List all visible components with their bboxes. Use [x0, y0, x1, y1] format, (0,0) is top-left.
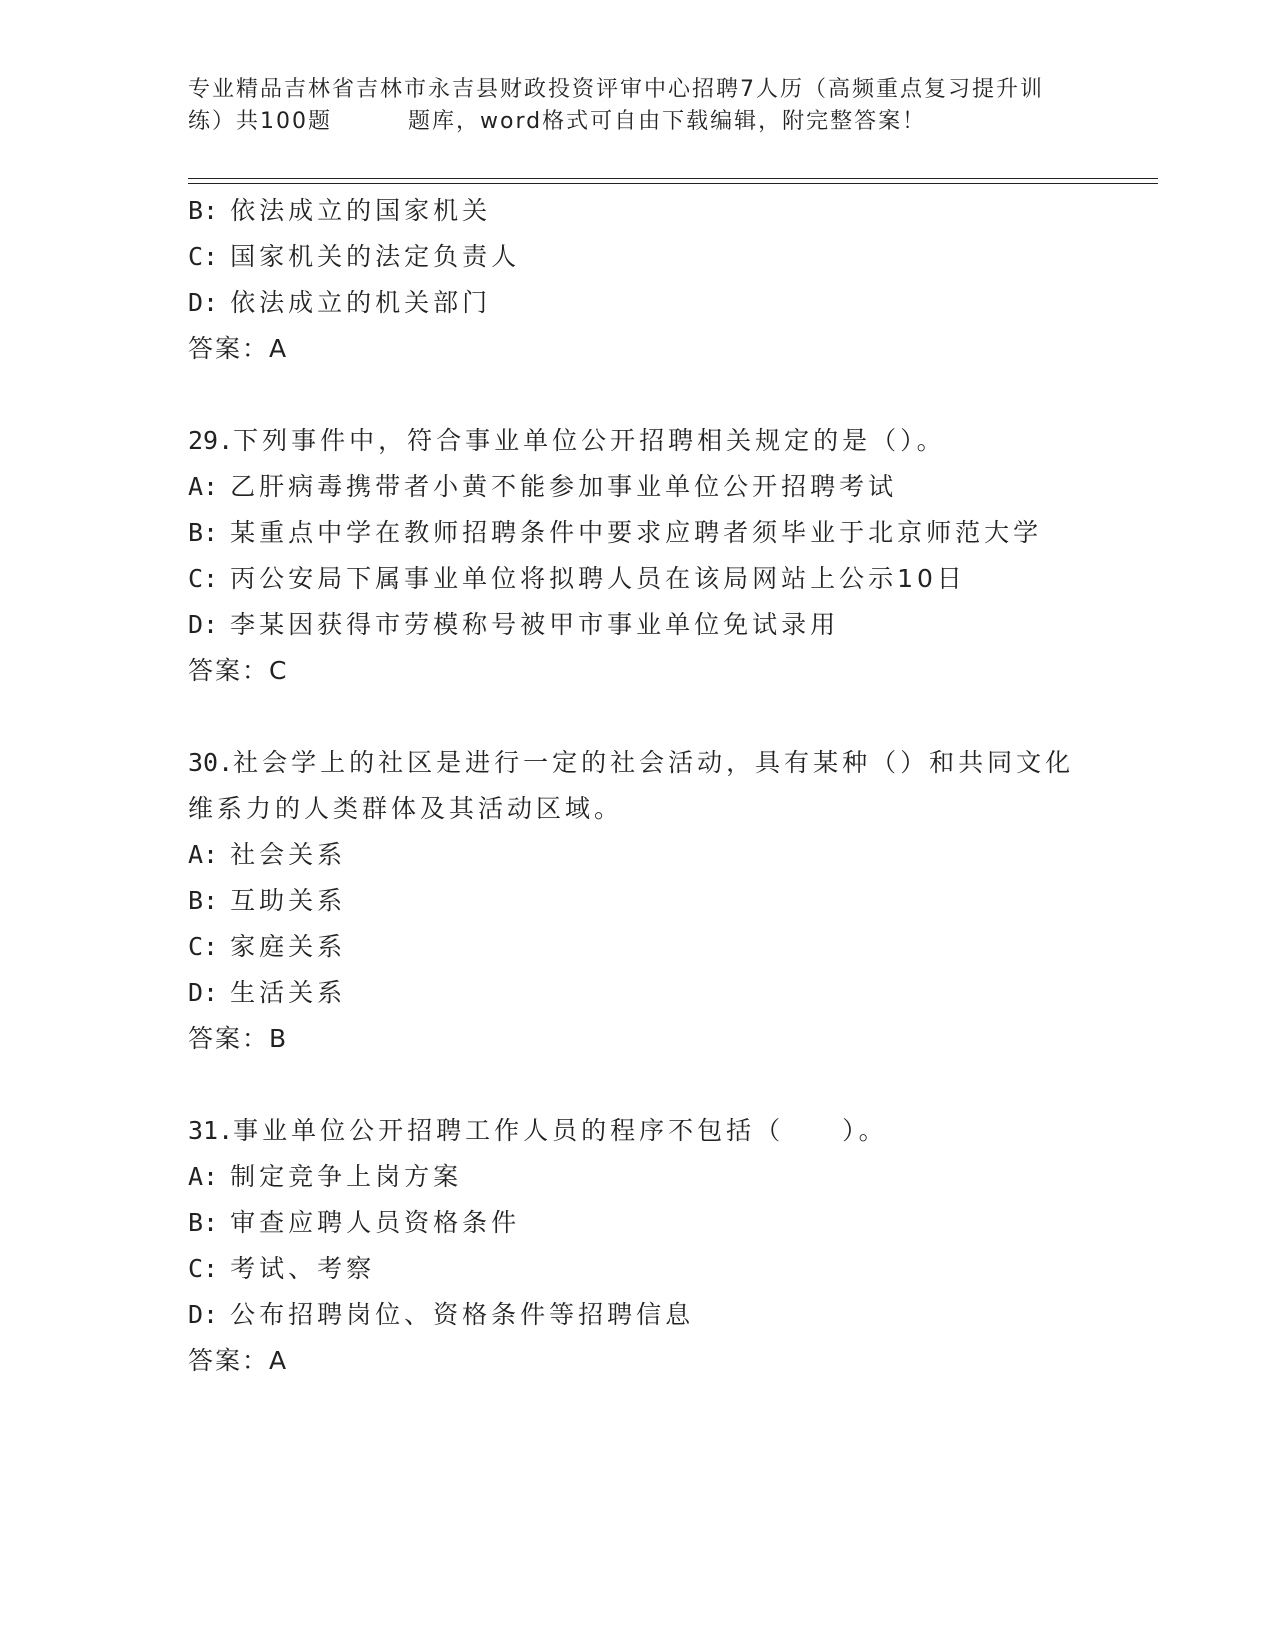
question-stem — [188, 1108, 1148, 1154]
option-letter: C: — [188, 564, 219, 593]
header-title-line2 — [188, 106, 1088, 138]
option-line — [188, 234, 1148, 280]
question-number: 29. — [188, 426, 234, 455]
option-letter: B: — [188, 518, 219, 547]
option-letter: A: — [188, 1162, 219, 1191]
option-text: 考试、考察 — [230, 1254, 376, 1283]
option-text: 互助关系 — [230, 886, 347, 915]
question-number: 30. — [188, 748, 234, 777]
option-text: 依法成立的机关部门 — [230, 288, 492, 317]
option-text: 公布招聘岗位、资格条件等招聘信息 — [230, 1300, 695, 1329]
option-text: 乙肝病毒携带者小黄不能参加事业单位公开招聘考试 — [230, 472, 898, 501]
option-letter: D: — [188, 610, 219, 639]
answer-line: 答案：C — [188, 656, 289, 685]
document-body — [188, 188, 1148, 1384]
header-divider-top — [188, 178, 1158, 179]
question-text: 社会学上的社区是进行一定的社会活动，具有某种（）和共同文化 — [233, 748, 1075, 777]
header-divider-bottom — [188, 183, 1158, 184]
option-text: 李某因获得市劳模称号被甲市事业单位免试录用 — [230, 610, 840, 639]
option-line — [188, 970, 1148, 1016]
option-letter: B: — [188, 886, 219, 915]
question-number: 31. — [188, 1116, 234, 1145]
question-30 — [188, 740, 1148, 1062]
option-text: 某重点中学在教师招聘条件中要求应聘者须毕业于北京师范大学 — [230, 518, 1043, 547]
option-line — [188, 1200, 1148, 1246]
option-letter: D: — [188, 978, 219, 1007]
option-text: 丙公安局下属事业单位将拟聘人员在该局网站上公示10日 — [230, 564, 966, 593]
question-29 — [188, 418, 1148, 694]
answer-line: 答案：A — [188, 1346, 289, 1375]
option-line — [188, 602, 1148, 648]
question-stem — [188, 418, 1148, 464]
option-text: 生活关系 — [230, 978, 347, 1007]
option-line — [188, 878, 1148, 924]
option-letter: C: — [188, 242, 219, 271]
option-letter: B: — [188, 1208, 219, 1237]
option-line — [188, 510, 1148, 556]
option-letter: C: — [188, 1254, 219, 1283]
option-line — [188, 188, 1148, 234]
option-line — [188, 1154, 1148, 1200]
question-stem — [188, 740, 1148, 786]
header-title-line1: 专业精品吉林省吉林市永吉县财政投资评审中心招聘7人历（高频重点复习提升训 — [188, 77, 1044, 102]
option-line — [188, 464, 1148, 510]
option-line — [188, 280, 1148, 326]
page-header — [188, 74, 1088, 138]
option-letter: D: — [188, 288, 219, 317]
option-line — [188, 832, 1148, 878]
answer-line: 答案：A — [188, 334, 289, 363]
option-letter: C: — [188, 932, 219, 961]
continued-question — [188, 188, 1148, 372]
answer-line: 答案：B — [188, 1024, 289, 1053]
question-text: 下列事件中，符合事业单位公开招聘相关规定的是（）。 — [233, 426, 946, 455]
option-text: 依法成立的国家机关 — [230, 196, 492, 225]
option-text: 社会关系 — [230, 840, 347, 869]
option-line — [188, 1292, 1148, 1338]
option-text: 家庭关系 — [230, 932, 347, 961]
option-line — [188, 924, 1148, 970]
question-stem-continued: 维系力的人类群体及其活动区域。 — [188, 794, 624, 823]
question-text: 事业单位公开招聘工作人员的程序不包括（ ）。 — [233, 1116, 888, 1145]
header-title-line2a: 练）共100题 — [188, 109, 332, 134]
option-letter: A: — [188, 472, 219, 501]
question-31 — [188, 1108, 1148, 1384]
option-text: 制定竞争上岗方案 — [230, 1162, 463, 1191]
option-letter: D: — [188, 1300, 219, 1329]
option-letter: B: — [188, 196, 219, 225]
option-text: 审查应聘人员资格条件 — [230, 1208, 521, 1237]
option-line — [188, 1246, 1148, 1292]
header-title-line2b: 题库，word格式可自由下载编辑，附完整答案！ — [408, 109, 927, 134]
option-letter: A: — [188, 840, 219, 869]
option-line — [188, 556, 1148, 602]
option-text: 国家机关的法定负责人 — [230, 242, 521, 271]
